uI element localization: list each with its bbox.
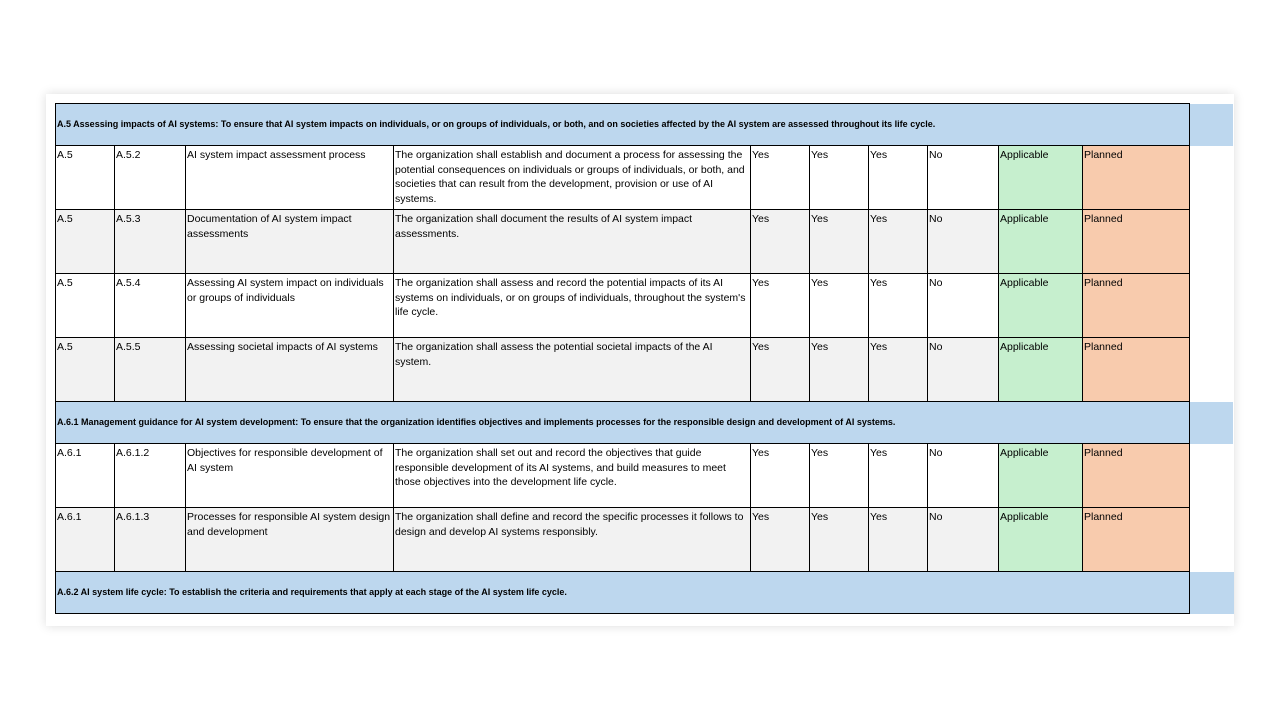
empty-cell[interactable] xyxy=(1190,338,1234,402)
control-id-cell[interactable]: A.5.3 xyxy=(115,210,186,274)
spreadsheet-page xyxy=(46,94,1234,626)
criterion-2-cell[interactable]: Yes xyxy=(810,338,869,402)
empty-cell[interactable] xyxy=(1190,146,1234,210)
applicability-cell[interactable]: Applicable xyxy=(999,210,1083,274)
control-description-cell[interactable]: The organization shall define and record the specific processes it follows to design and develop AI systems responsibly. xyxy=(394,508,751,572)
control-description-cell[interactable]: The organization shall assess the potential societal impacts of the AI system. xyxy=(394,338,751,402)
ref-cell[interactable]: A.5 xyxy=(56,274,115,338)
control-id-cell[interactable]: A.6.1.3 xyxy=(115,508,186,572)
applicability-cell[interactable]: Applicable xyxy=(999,508,1083,572)
criterion-4-cell[interactable]: No xyxy=(928,146,999,210)
table-row xyxy=(56,444,1234,508)
criterion-3-cell[interactable]: Yes xyxy=(869,210,928,274)
applicability-cell[interactable]: Applicable xyxy=(999,146,1083,210)
criterion-1-cell[interactable]: Yes xyxy=(751,210,810,274)
criterion-3-cell[interactable]: Yes xyxy=(869,146,928,210)
empty-cell[interactable] xyxy=(1190,274,1234,338)
criterion-1-cell[interactable]: Yes xyxy=(751,274,810,338)
table-row xyxy=(56,274,1234,338)
empty-cell[interactable] xyxy=(1190,444,1234,508)
criterion-2-cell[interactable]: Yes xyxy=(810,444,869,508)
section-header-row xyxy=(56,104,1234,146)
table-body xyxy=(56,104,1234,614)
control-description-cell[interactable]: The organization shall assess and record the potential impacts of its AI systems on individuals, or on groups of individuals, throughout the system's life cycle. xyxy=(394,274,751,338)
section-band-extension xyxy=(1190,402,1234,444)
table-row xyxy=(56,146,1234,210)
ref-cell[interactable]: A.6.1 xyxy=(56,444,115,508)
table-row xyxy=(56,508,1234,572)
control-title-cell[interactable]: Documentation of AI system impact assessments xyxy=(186,210,394,274)
control-title-cell[interactable]: Assessing AI system impact on individuals or groups of individuals xyxy=(186,274,394,338)
control-id-cell[interactable]: A.5.5 xyxy=(115,338,186,402)
section-header-row xyxy=(56,572,1234,614)
control-description-cell[interactable]: The organization shall establish and document a process for assessing the potential consequences on individuals or groups of individuals, or both, and societies that can result from the development, provision or use of AI systems. xyxy=(394,146,751,210)
table-row xyxy=(56,210,1234,274)
criterion-3-cell[interactable]: Yes xyxy=(869,274,928,338)
control-id-cell[interactable]: A.6.1.2 xyxy=(115,444,186,508)
section-band-extension xyxy=(1190,572,1234,614)
applicability-cell[interactable]: Applicable xyxy=(999,274,1083,338)
section-header-row xyxy=(56,402,1234,444)
criterion-3-cell[interactable]: Yes xyxy=(869,444,928,508)
control-title-cell[interactable]: Assessing societal impacts of AI systems xyxy=(186,338,394,402)
control-title-cell[interactable]: Processes for responsible AI system design and development xyxy=(186,508,394,572)
section-heading[interactable]: A.6.1 Management guidance for AI system development: To ensure that the organization identifies objectives and implements processes for the responsible design and development of AI systems. xyxy=(56,402,1190,444)
empty-cell[interactable] xyxy=(1190,508,1234,572)
controls-table xyxy=(55,103,1234,614)
section-band-extension xyxy=(1190,104,1234,146)
criterion-2-cell[interactable]: Yes xyxy=(810,508,869,572)
criterion-1-cell[interactable]: Yes xyxy=(751,508,810,572)
control-title-cell[interactable]: AI system impact assessment process xyxy=(186,146,394,210)
applicability-cell[interactable]: Applicable xyxy=(999,444,1083,508)
applicability-cell[interactable]: Applicable xyxy=(999,338,1083,402)
criterion-1-cell[interactable]: Yes xyxy=(751,146,810,210)
empty-cell[interactable] xyxy=(1190,210,1234,274)
criterion-3-cell[interactable]: Yes xyxy=(869,338,928,402)
table-row xyxy=(56,338,1234,402)
control-id-cell[interactable]: A.5.4 xyxy=(115,274,186,338)
criterion-4-cell[interactable]: No xyxy=(928,338,999,402)
status-cell[interactable]: Planned xyxy=(1083,210,1190,274)
status-cell[interactable]: Planned xyxy=(1083,146,1190,210)
criterion-2-cell[interactable]: Yes xyxy=(810,210,869,274)
criterion-4-cell[interactable]: No xyxy=(928,508,999,572)
criterion-4-cell[interactable]: No xyxy=(928,210,999,274)
control-title-cell[interactable]: Objectives for responsible development of AI system xyxy=(186,444,394,508)
section-heading[interactable]: A.5 Assessing impacts of AI systems: To ensure that AI system impacts on individuals, or on groups of individuals, or both, and on societies affected by the AI system are assessed throughout its life cycle. xyxy=(56,104,1190,146)
control-description-cell[interactable]: The organization shall document the results of AI system impact assessments. xyxy=(394,210,751,274)
ref-cell[interactable]: A.6.1 xyxy=(56,508,115,572)
status-cell[interactable]: Planned xyxy=(1083,508,1190,572)
criterion-1-cell[interactable]: Yes xyxy=(751,444,810,508)
criterion-2-cell[interactable]: Yes xyxy=(810,146,869,210)
criterion-4-cell[interactable]: No xyxy=(928,274,999,338)
ref-cell[interactable]: A.5 xyxy=(56,338,115,402)
criterion-3-cell[interactable]: Yes xyxy=(869,508,928,572)
status-cell[interactable]: Planned xyxy=(1083,338,1190,402)
ref-cell[interactable]: A.5 xyxy=(56,146,115,210)
criterion-4-cell[interactable]: No xyxy=(928,444,999,508)
section-heading[interactable]: A.6.2 AI system life cycle: To establish the criteria and requirements that apply at each stage of the AI system life cycle. xyxy=(56,572,1190,614)
status-cell[interactable]: Planned xyxy=(1083,444,1190,508)
control-description-cell[interactable]: The organization shall set out and record the objectives that guide responsible development of its AI systems, and build measures to meet those objectives into the development life cycle. xyxy=(394,444,751,508)
control-id-cell[interactable]: A.5.2 xyxy=(115,146,186,210)
ref-cell[interactable]: A.5 xyxy=(56,210,115,274)
status-cell[interactable]: Planned xyxy=(1083,274,1190,338)
criterion-2-cell[interactable]: Yes xyxy=(810,274,869,338)
criterion-1-cell[interactable]: Yes xyxy=(751,338,810,402)
